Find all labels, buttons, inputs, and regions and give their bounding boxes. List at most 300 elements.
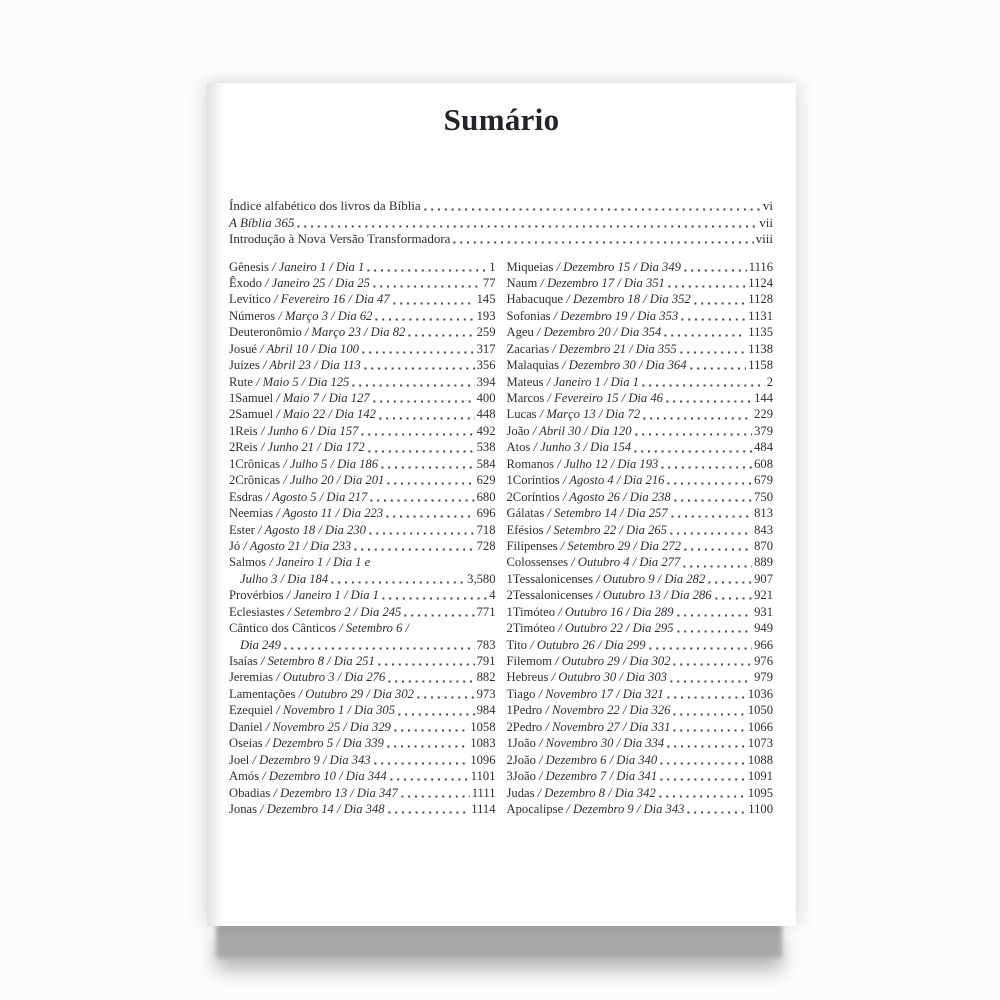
dot-leader	[391, 291, 475, 307]
page-number: 1100	[748, 801, 773, 816]
dot-leader	[668, 522, 752, 538]
toc-entry-row	[229, 653, 496, 669]
toc-entry-row	[507, 702, 774, 718]
book-name: 3João	[506, 769, 536, 784]
page-number: 3,580	[467, 571, 496, 586]
book-name: Deuteronômio	[229, 325, 302, 340]
page-number: 813	[754, 506, 773, 521]
reading-date: / Agosto 11 / Dia 223	[273, 506, 384, 521]
page-number: 1073	[747, 736, 773, 751]
page-number: 1101	[470, 769, 496, 784]
dot-leader	[675, 620, 753, 636]
toc-entry-row	[507, 587, 774, 603]
entry-text	[229, 768, 387, 784]
page-number: 931	[754, 604, 773, 619]
reading-date: / Agosto 21 / Dia 233	[240, 538, 352, 553]
book-name: Efésios	[506, 522, 544, 537]
dot-leader	[665, 686, 746, 702]
entry-text	[229, 406, 376, 422]
dot-leader	[678, 341, 747, 357]
dot-leader	[368, 489, 474, 505]
entry-text	[229, 587, 379, 603]
reading-date: / Julho 20 / Dia 201	[280, 473, 385, 488]
toc-entry-row	[229, 456, 496, 472]
reading-date: / Novembro 22 / Dia 326	[542, 703, 671, 718]
toc-entry-row	[507, 686, 774, 702]
toc-entry-row	[507, 472, 774, 488]
toc-entry-row	[507, 357, 774, 373]
page-number: 750	[754, 489, 773, 504]
toc-entry-row	[229, 768, 496, 784]
entry-text	[229, 505, 383, 521]
reading-date: / Dezembro 20 / Dia 354	[533, 325, 662, 340]
entry-text	[507, 752, 658, 768]
dot-leader	[713, 587, 753, 603]
toc-entry-row	[507, 604, 774, 620]
toc-entry-row	[229, 406, 496, 422]
page-number: 229	[754, 407, 773, 422]
book-name: Amós	[229, 769, 260, 784]
dot-leader	[371, 275, 481, 291]
entry-text	[507, 275, 665, 291]
entry-text	[229, 489, 367, 505]
reading-date: / Setembro 8 / Dia 251	[257, 654, 375, 668]
page-number: 1	[489, 259, 496, 274]
page-number: 783	[476, 637, 496, 652]
toc-columns	[229, 259, 773, 818]
book-name: Esdras	[229, 489, 263, 504]
toc-entry-row	[229, 620, 496, 636]
page-number: 843	[754, 522, 773, 537]
entry-text	[507, 637, 646, 653]
book-name: Filipenses	[506, 538, 558, 553]
reading-date: / Junho 3 / Dia 154	[530, 440, 632, 455]
page-number: 907	[754, 571, 773, 586]
page-number: 77	[482, 275, 496, 290]
entry-text	[229, 785, 398, 801]
toc-entry-row	[507, 620, 774, 636]
entry-text	[507, 554, 681, 570]
dot-leader	[668, 669, 752, 685]
page-number: 1114	[471, 801, 496, 816]
reading-date: / Fevereiro 15 / Dia 46	[544, 391, 663, 405]
book-name: Cântico dos Cânticos	[229, 621, 337, 636]
entry-text	[229, 374, 349, 390]
entry-text	[507, 735, 665, 751]
toc-entry-row	[229, 801, 496, 817]
toc-entry-row	[229, 522, 496, 538]
book-name: João	[506, 423, 530, 438]
entry-text	[507, 768, 658, 784]
page-number: 145	[476, 292, 496, 307]
book-name: Filemom	[506, 654, 552, 668]
reading-date: / Setembro 6 /	[336, 621, 410, 636]
page-number: 949	[754, 621, 773, 636]
book-name: 2Timóteo	[506, 621, 556, 636]
toc-entry-row	[507, 423, 774, 439]
entry-text	[507, 669, 667, 685]
toc-entry-row	[229, 231, 773, 248]
page-number: 1135	[748, 325, 773, 340]
entry-text	[229, 308, 372, 324]
book-name: Ester	[229, 522, 255, 537]
entry-text	[507, 653, 671, 669]
page-number: 4	[489, 588, 496, 603]
toc-entry-row	[507, 785, 774, 801]
reading-date: / Outubro 26 / Dia 299	[527, 637, 646, 652]
dot-leader	[640, 374, 765, 390]
entry-text	[229, 259, 364, 275]
book-name: 2João	[506, 752, 536, 767]
dot-leader	[665, 735, 746, 751]
reading-date: / Março 3 / Dia 62	[275, 308, 373, 323]
page-number: 680	[476, 489, 496, 504]
book-name: Jonas	[229, 801, 257, 816]
reading-date: / Maio 7 / Dia 127	[273, 391, 370, 405]
book-name: Marcos	[506, 391, 545, 405]
book-name: Joel	[229, 752, 250, 767]
entry-text	[229, 604, 401, 620]
page-number: 870	[754, 538, 773, 553]
page-number: 538	[476, 440, 496, 455]
toc-entry-row	[229, 341, 496, 357]
entry-text	[507, 439, 632, 455]
dot-leader	[671, 653, 752, 669]
toc-entry-row	[507, 735, 774, 751]
reading-date: / Dezembro 15 / Dia 349	[553, 259, 681, 274]
front-matter-list	[229, 198, 773, 248]
reading-date: / Dezembro 7 / Dia 341	[535, 769, 658, 784]
entry-text	[229, 275, 370, 291]
entry-text	[229, 686, 414, 702]
toc-entry-row	[507, 439, 774, 455]
reading-date: Julho 3 / Dia 184	[240, 571, 329, 586]
entry-text	[507, 505, 668, 521]
reading-date: / Dezembro 6 / Dia 340	[535, 752, 658, 767]
reading-date: / Janeiro 25 / Dia 25	[261, 275, 370, 290]
toc-entry-row	[507, 341, 774, 357]
entry-text	[229, 390, 370, 406]
book-name: 2Coríntios	[506, 489, 560, 504]
toc-entry-row	[229, 439, 496, 455]
reading-date: / Dezembro 10 / Dia 344	[259, 769, 387, 784]
reading-date: / Outubro 29 / Dia 302	[551, 654, 671, 668]
dot-leader	[688, 357, 747, 373]
dot-leader	[380, 587, 487, 603]
reading-date: / Dezembro 9 / Dia 343	[563, 801, 685, 816]
reading-date: / Agosto 4 / Dia 216	[559, 473, 665, 488]
dot-leader	[384, 505, 474, 521]
dot-leader	[662, 324, 746, 340]
dot-leader	[366, 439, 475, 455]
book-page	[207, 83, 796, 926]
dot-leader	[386, 669, 474, 685]
dot-leader	[282, 637, 475, 653]
book-name: Jó	[229, 538, 241, 553]
toc-entry-row	[229, 357, 496, 373]
entry-text	[229, 620, 409, 636]
reading-date: / Agosto 18 / Dia 230	[254, 522, 366, 537]
reading-date: / Junho 21 / Dia 172	[257, 440, 365, 455]
dot-leader	[388, 768, 469, 784]
reading-date: / Novembro 27 / Dia 331	[542, 719, 671, 734]
entry-text	[507, 571, 706, 587]
dot-leader	[371, 390, 475, 406]
reading-date: / Outubro 4 / Dia 277	[568, 555, 681, 570]
reading-date: / Janeiro 1 / Dia 1	[268, 259, 365, 274]
toc-entry-row	[507, 505, 774, 521]
page-number: 1088	[747, 752, 773, 767]
dot-leader	[376, 653, 475, 669]
entry-text	[229, 752, 371, 768]
page-number: 1066	[747, 719, 773, 734]
dot-leader	[692, 291, 747, 307]
toc-entry-row	[507, 538, 774, 554]
front-matter-label: Índice alfabético dos livros da Bíblia	[229, 198, 421, 213]
dot-leader	[329, 571, 465, 587]
entry-text	[507, 341, 677, 357]
dot-leader	[632, 439, 752, 455]
reading-date: / Novembro 1 / Dia 305	[273, 703, 396, 718]
page-number: 259	[476, 325, 496, 340]
toc-entry-row	[507, 752, 774, 768]
toc-entry-row	[507, 390, 774, 406]
reading-date: / Outubro 22 / Dia 295	[555, 621, 674, 636]
entry-text	[507, 620, 674, 636]
page-number: vii	[759, 214, 773, 230]
toc-entry-row	[507, 324, 774, 340]
dot-leader	[657, 785, 746, 801]
entry-text	[229, 538, 351, 554]
page-number: 771	[476, 604, 496, 619]
book-name: Zacarias	[506, 341, 550, 356]
dot-leader	[365, 259, 487, 275]
dot-leader	[392, 719, 468, 735]
page-number: 144	[754, 391, 773, 405]
page-number: 979	[754, 670, 773, 685]
book-name: Atos	[506, 440, 531, 455]
entry-text	[229, 324, 405, 340]
entry-text	[507, 374, 639, 390]
entry-text	[507, 357, 687, 373]
toc-entry-row	[229, 423, 496, 439]
page-number: 1083	[470, 736, 496, 751]
entry-text	[229, 653, 375, 669]
entry-text	[229, 341, 359, 357]
reading-date: / Abril 10 / Dia 100	[257, 341, 359, 356]
toc-entry-row	[229, 291, 496, 307]
book-name: 1João	[506, 736, 536, 751]
reading-date: Dia 249	[240, 637, 281, 652]
book-name: 1Tessalonicenses	[506, 571, 594, 586]
entry-text	[507, 456, 659, 472]
entry-text	[507, 785, 656, 801]
reading-date: / Outubro 13 / Dia 286	[593, 588, 712, 603]
book-name: Neemias	[229, 506, 274, 521]
entry-text	[507, 522, 667, 538]
entry-text	[507, 587, 712, 603]
reading-date: / Junho 6 / Dia 157	[257, 423, 359, 438]
dot-leader	[685, 801, 746, 817]
book-name: Malaquias	[506, 358, 559, 373]
reading-date: / Dezembro 5 / Dia 339	[262, 736, 384, 751]
book-name: Lucas	[506, 407, 537, 422]
page-number: 679	[754, 473, 773, 488]
entry-text	[229, 357, 361, 373]
book-name: Salmos	[229, 555, 267, 570]
entry-text	[507, 801, 685, 817]
book-name: Josué	[229, 341, 257, 356]
page-left-shading	[207, 83, 224, 926]
reading-date: / Janeiro 1 / Dia 1 e	[266, 555, 371, 570]
book-name: Isaías	[229, 654, 258, 668]
toc-column-left	[229, 259, 496, 818]
toc-entry-row	[507, 456, 774, 472]
page-number: 356	[476, 358, 496, 373]
entry-text	[507, 489, 671, 505]
dot-leader	[362, 357, 475, 373]
page-number: 1050	[747, 703, 773, 718]
toc-entry-row	[507, 571, 774, 587]
toc-entry-row	[229, 702, 496, 718]
page-number: 484	[754, 440, 773, 455]
book-name: Hebreus	[506, 670, 549, 685]
page-number: 629	[476, 473, 496, 488]
toc-entry-row	[507, 275, 774, 291]
entry-text	[507, 259, 681, 275]
dot-leader	[681, 554, 752, 570]
book-name: Ezequiel	[229, 703, 274, 718]
toc-entry-row	[507, 308, 774, 324]
page-number: 696	[476, 506, 496, 521]
entry-text	[507, 291, 691, 307]
entry-text	[507, 423, 632, 439]
page-number: viii	[755, 231, 773, 246]
toc-entry-row	[507, 669, 774, 685]
book-name: Habacuque	[506, 292, 564, 307]
toc-entry-row	[507, 522, 774, 538]
toc-entry-row	[507, 374, 774, 390]
reading-date: / Abril 30 / Dia 120	[529, 423, 632, 438]
entry-text	[507, 604, 674, 620]
page-number: 400	[476, 391, 496, 405]
dot-leader	[451, 231, 753, 248]
dot-leader	[359, 423, 474, 439]
reading-date: / Outubro 3 / Dia 276	[273, 670, 386, 685]
toc-entry-row	[507, 554, 774, 570]
book-name: Lamentações	[229, 686, 296, 701]
toc-entry-row	[507, 406, 774, 422]
dot-leader	[352, 538, 474, 554]
dot-leader	[672, 489, 752, 505]
toc-entry-row	[229, 571, 496, 587]
reading-date: / Julho 12 / Dia 193	[554, 456, 659, 471]
toc-entry-row	[507, 801, 774, 817]
dot-leader	[664, 390, 752, 406]
entry-text	[507, 308, 679, 324]
reading-date: / Dezembro 21 / Dia 355	[549, 341, 677, 356]
entry-text	[507, 472, 665, 488]
book-name: 1Crônicas	[229, 456, 281, 471]
dot-leader	[373, 308, 474, 324]
reading-date: / Março 13 / Dia 72	[536, 407, 641, 422]
dot-leader	[385, 735, 468, 751]
page-number: 584	[476, 456, 496, 471]
book-name: Levítico	[229, 292, 271, 307]
page-number: 791	[476, 654, 496, 668]
book-name: 1Samuel	[229, 391, 274, 405]
dot-leader	[399, 785, 470, 801]
book-name: Jeremias	[229, 670, 274, 685]
toc-entry-row	[229, 489, 496, 505]
toc-entry-row	[229, 275, 496, 291]
dot-leader	[406, 324, 474, 340]
book-name: Provérbios	[229, 588, 284, 603]
toc-entry-row	[507, 768, 774, 784]
toc-entry-row	[229, 554, 496, 570]
dot-leader	[379, 456, 475, 472]
reading-date: / Novembro 17 / Dia 321	[535, 686, 664, 701]
entry-text	[229, 456, 378, 472]
page-number: vi	[762, 198, 773, 213]
reading-date: / Dezembro 8 / Dia 342	[534, 785, 656, 800]
toc-entry-row	[507, 259, 774, 275]
book-name: Daniel	[229, 719, 263, 734]
front-matter-label: A Bíblia 365	[229, 214, 295, 230]
entry-text	[229, 439, 365, 455]
page-number: 1138	[748, 341, 773, 356]
dot-leader	[679, 308, 746, 324]
reading-date: / Janeiro 1 / Dia 1	[283, 588, 379, 603]
toc-entry-row	[229, 669, 496, 685]
book-name: Ageu	[506, 325, 534, 340]
page-number: 966	[754, 637, 773, 652]
page-number: 1091	[747, 769, 773, 784]
dot-leader	[402, 604, 474, 620]
book-name: Miqueias	[506, 259, 554, 274]
book-name: Mateus	[506, 374, 544, 389]
page-number: 1111	[471, 785, 496, 800]
toc-entry-row	[229, 538, 496, 554]
entry-text	[229, 522, 366, 538]
reading-date: / Maio 5 / Dia 125	[252, 374, 350, 389]
page-number: 193	[476, 308, 496, 323]
page-number: 718	[476, 522, 496, 537]
front-matter-label: Introdução à Nova Versão Transformadora	[229, 231, 451, 246]
reading-date: / Outubro 9 / Dia 282	[593, 571, 706, 586]
dot-leader	[641, 406, 752, 422]
dot-leader	[665, 472, 752, 488]
reading-date: / Abril 23 / Dia 113	[259, 358, 361, 373]
toc-entry-row	[229, 604, 496, 620]
dot-leader	[671, 719, 745, 735]
reading-date: / Dezembro 30 / Dia 364	[558, 358, 687, 373]
book-name: Números	[229, 308, 276, 323]
page-number: 976	[754, 654, 773, 668]
book-name: 2Reis	[229, 440, 258, 455]
dot-leader	[372, 752, 469, 768]
entry-text	[507, 406, 641, 422]
book-name: Judas	[506, 785, 535, 800]
page-title: Sumário	[443, 102, 560, 137]
toc-entry-row	[229, 259, 496, 275]
page-number: 921	[754, 588, 773, 603]
book-name: 2Tessalonicenses	[506, 588, 594, 603]
toc-column-right	[507, 259, 774, 818]
page-number: 492	[476, 423, 496, 438]
book-name: Colossenses	[506, 555, 569, 570]
book-name: Tito	[506, 637, 528, 652]
